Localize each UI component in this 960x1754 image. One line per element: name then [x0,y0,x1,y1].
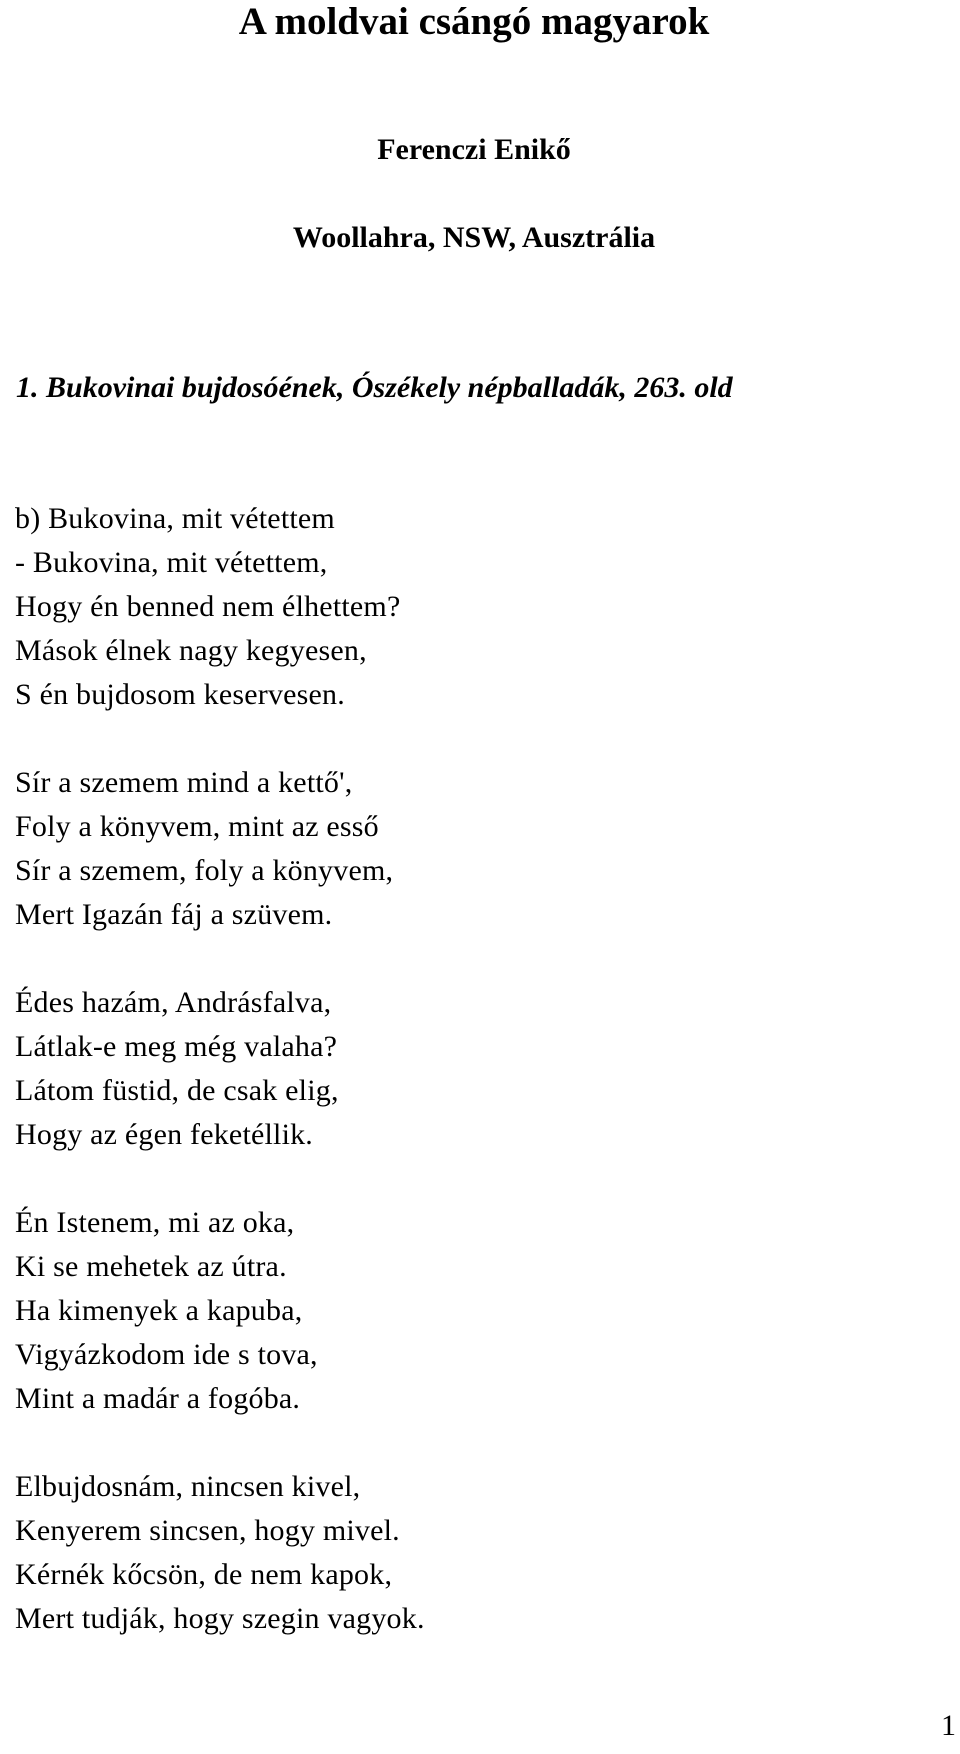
poem-line: Foly a könyvem, mint az esső [15,810,379,843]
poem-line: Ha kimenyek a kapuba, [15,1294,303,1327]
poem-line: Sír a szemem, foly a könyvem, [15,854,394,887]
poem [15,497,425,1641]
poem-line: S én bujdosom keservesen. [15,678,345,711]
poem-line: Mert tudják, hogy szegin vagyok. [15,1602,425,1635]
page-number: 1 [941,1709,956,1742]
poem-line: Én Istenem, mi az oka, [15,1206,295,1239]
poem-line: Mert Igazán fáj a szüvem. [15,898,333,931]
poem-line: - Bukovina, mit vétettem, [15,546,328,579]
poem-line: Édes hazám, Andrásfalva, [15,986,332,1019]
stanza [15,1465,425,1641]
stanza [15,981,425,1157]
poem-line: Mások élnek nagy kegyesen, [15,634,367,667]
author-location: Woollahra, NSW, Ausztrália [292,221,656,254]
poem-line: b) Bukovina, mit vétettem [15,502,335,535]
poem-line: Látlak-e meg még valaha? [15,1030,338,1063]
author-name: Ferenczi Enikő [377,133,571,166]
poem-line: Elbujdosnám, nincsen kivel, [15,1470,361,1503]
poem-line: Kenyerem sincsen, hogy mivel. [15,1514,400,1547]
page-title: A moldvai csángó magyarok [238,0,710,43]
poem-line: Hogy én benned nem élhettem? [15,590,401,623]
poem-line: Látom füstid, de csak elig, [15,1074,339,1107]
poem-line: Ki se mehetek az útra. [15,1250,287,1283]
poem-line: Hogy az égen feketéllik. [15,1118,314,1151]
poem-line: Mint a madár a fogóba. [15,1382,301,1415]
poem-line: Sír a szemem mind a kettő', [15,766,353,799]
poem-line: Vigyázkodom ide s tova, [15,1338,318,1371]
poem-line: Kérnék kőcsön, de nem kapok, [15,1558,393,1591]
stanza [15,761,425,937]
stanza [15,1201,425,1421]
stanza [15,497,425,717]
source-citation: 1. Bukovinai bujdosóének, Ószékely népballadák, 263. old [16,371,733,404]
